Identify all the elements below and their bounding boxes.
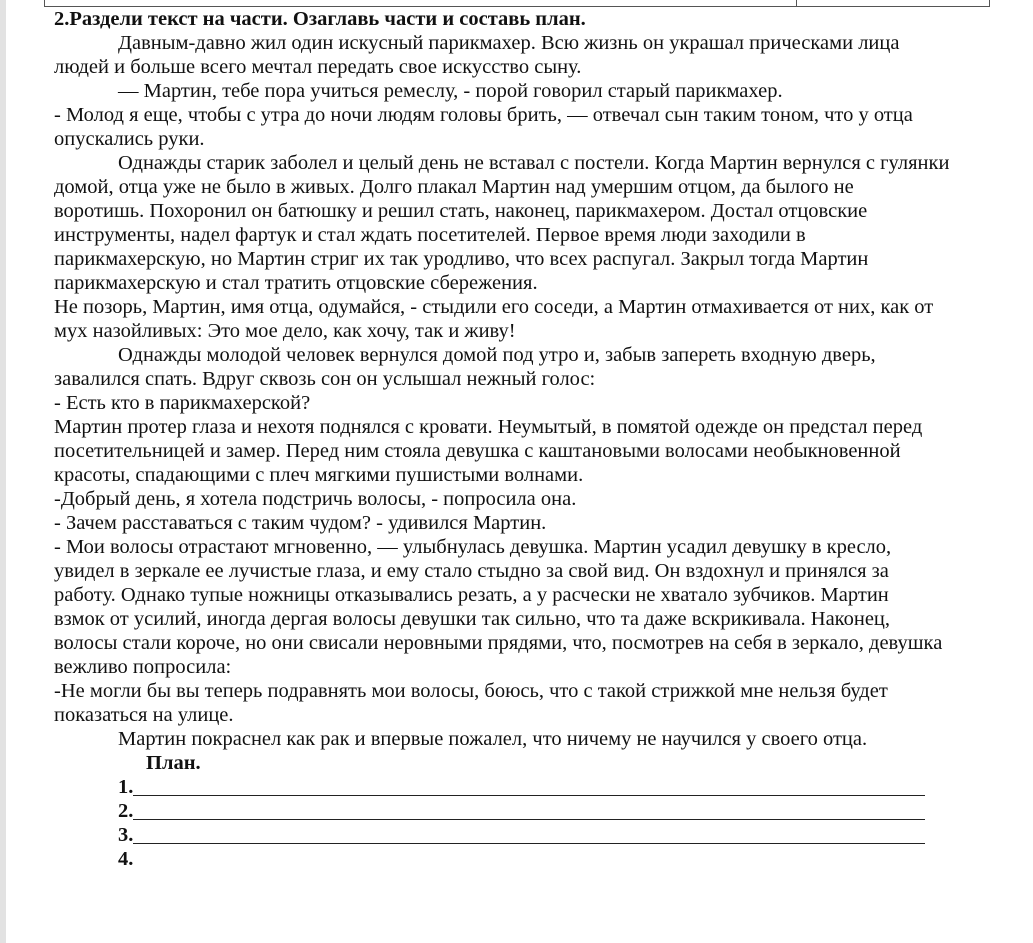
- text-line: Не позорь, Мартин, имя отца, одумайся, - стыдили его соседи, а Мартин отмахивается от них, как от: [54, 296, 934, 318]
- text-line: -Добрый день, я хотела подстричь волосы, - попросила она.: [54, 488, 577, 510]
- text-line: вежливо попросила:: [54, 656, 232, 678]
- text-line: Мартин протер глаза и нехотя поднялся с кровати. Неумытый, в помятой одежде он предстал перед: [54, 416, 923, 438]
- text-line: -Не могли бы вы теперь подравнять мои волосы, боюсь, что с такой стрижкой мне нельзя будет: [54, 680, 888, 702]
- text-line: - Молод я еще, чтобы с утра до ночи людям головы брить, — отвечал сын таким тоном, что у отца: [54, 104, 913, 126]
- text-line: Мартин покраснел как рак и впервые пожалел, что ничему не научился у своего отца.: [118, 728, 868, 750]
- text-line: - Есть кто в парикмахерской?: [54, 392, 311, 414]
- text-line: домой, отца уже не было в живых. Долго плакал Мартин над умершим отцом, да былого не: [54, 176, 854, 198]
- text-line: опускались руки.: [54, 128, 205, 150]
- plan-item-number: 2.: [118, 800, 134, 822]
- text-line: Однажды молодой человек вернулся домой под утро и, забыв запереть входную дверь,: [118, 344, 876, 366]
- text-line: взмок от усилий, иногда дергая волосы девушки так сильно, что та даже вскрикивала. Наконец,: [54, 608, 891, 630]
- text-line: инструменты, надел фартук и стал ждать посетителей. Первое время люди заходили в: [54, 224, 806, 246]
- text-line: парикмахерскую, но Мартин стриг их так уродливо, что всех распугал. Закрыл тогда Мартин: [54, 248, 869, 270]
- text-line: людей и больше всего мечтал передать свое искусство сыну.: [54, 56, 582, 78]
- text-line: воротишь. Похоронил он батюшку и решил стать, наконец, парикмахером. Достал отцовские: [54, 200, 868, 222]
- plan-item-number: 4.: [118, 848, 134, 870]
- text-line: завалился спать. Вдруг сквозь сон он услышал нежный голос:: [54, 368, 596, 390]
- text-line: — Мартин, тебе пора учиться ремеслу, - порой говорил старый парикмахер.: [118, 80, 783, 102]
- text-line: посетительницей и замер. Перед ним стояла девушка с каштановыми волосами необыкновенной: [54, 440, 901, 462]
- plan-answer-line: [133, 795, 925, 796]
- plan-item-2: [54, 799, 1014, 823]
- plan-item-number: 1.: [118, 776, 134, 798]
- text-line: волосы стали короче, но они свисали неровными прядями, что, посмотрев на себя в зеркало, девушка: [54, 632, 943, 654]
- table-bottom-edge: [44, 0, 990, 7]
- task-heading: 2.Раздели текст на части. Озаглавь части и составь план.: [54, 8, 586, 30]
- text-line: красоты, спадающими с плеч мягкими пушистыми волнами.: [54, 464, 584, 486]
- plan-title: План.: [146, 752, 201, 774]
- text-line: - Мои волосы отрастают мгновенно, — улыбнулась девушка. Мартин усадил девушку в кресло,: [54, 536, 892, 558]
- text-line: увидел в зеркале ее лучистые глаза, и ему стало стыдно за свой вид. Он вздохнул и принялся за: [54, 560, 889, 582]
- document-body: [54, 7, 1014, 871]
- plan-item-number: 3.: [118, 824, 134, 846]
- text-line: парикмахерскую и стал тратить отцовские сбережения.: [54, 272, 538, 294]
- text-line: показаться на улице.: [54, 704, 234, 726]
- plan-answer-line: [133, 819, 925, 820]
- text-line: - Зачем расставаться с таким чудом? - удивился Мартин.: [54, 512, 547, 534]
- plan-item-1: [54, 775, 1014, 799]
- table-cell-divider: [796, 0, 797, 6]
- text-line: мух назойливых: Это мое дело, как хочу, так и живу!: [54, 320, 516, 342]
- plan-item-3: [54, 823, 1014, 847]
- page-left-shadow: [0, 0, 6, 943]
- plan-item-4: [54, 847, 1014, 871]
- text-line: Давным-давно жил один искусный парикмахер. Всю жизнь он украшал прическами лица: [118, 32, 900, 54]
- plan-answer-line: [133, 843, 925, 844]
- text-line: работу. Однако тупые ножницы отказывались резать, а у расчески не хватало зубчиков. Мартин: [54, 584, 889, 606]
- text-line: Однажды старик заболел и целый день не вставал с постели. Когда Мартин вернулся с гулянки: [118, 152, 950, 174]
